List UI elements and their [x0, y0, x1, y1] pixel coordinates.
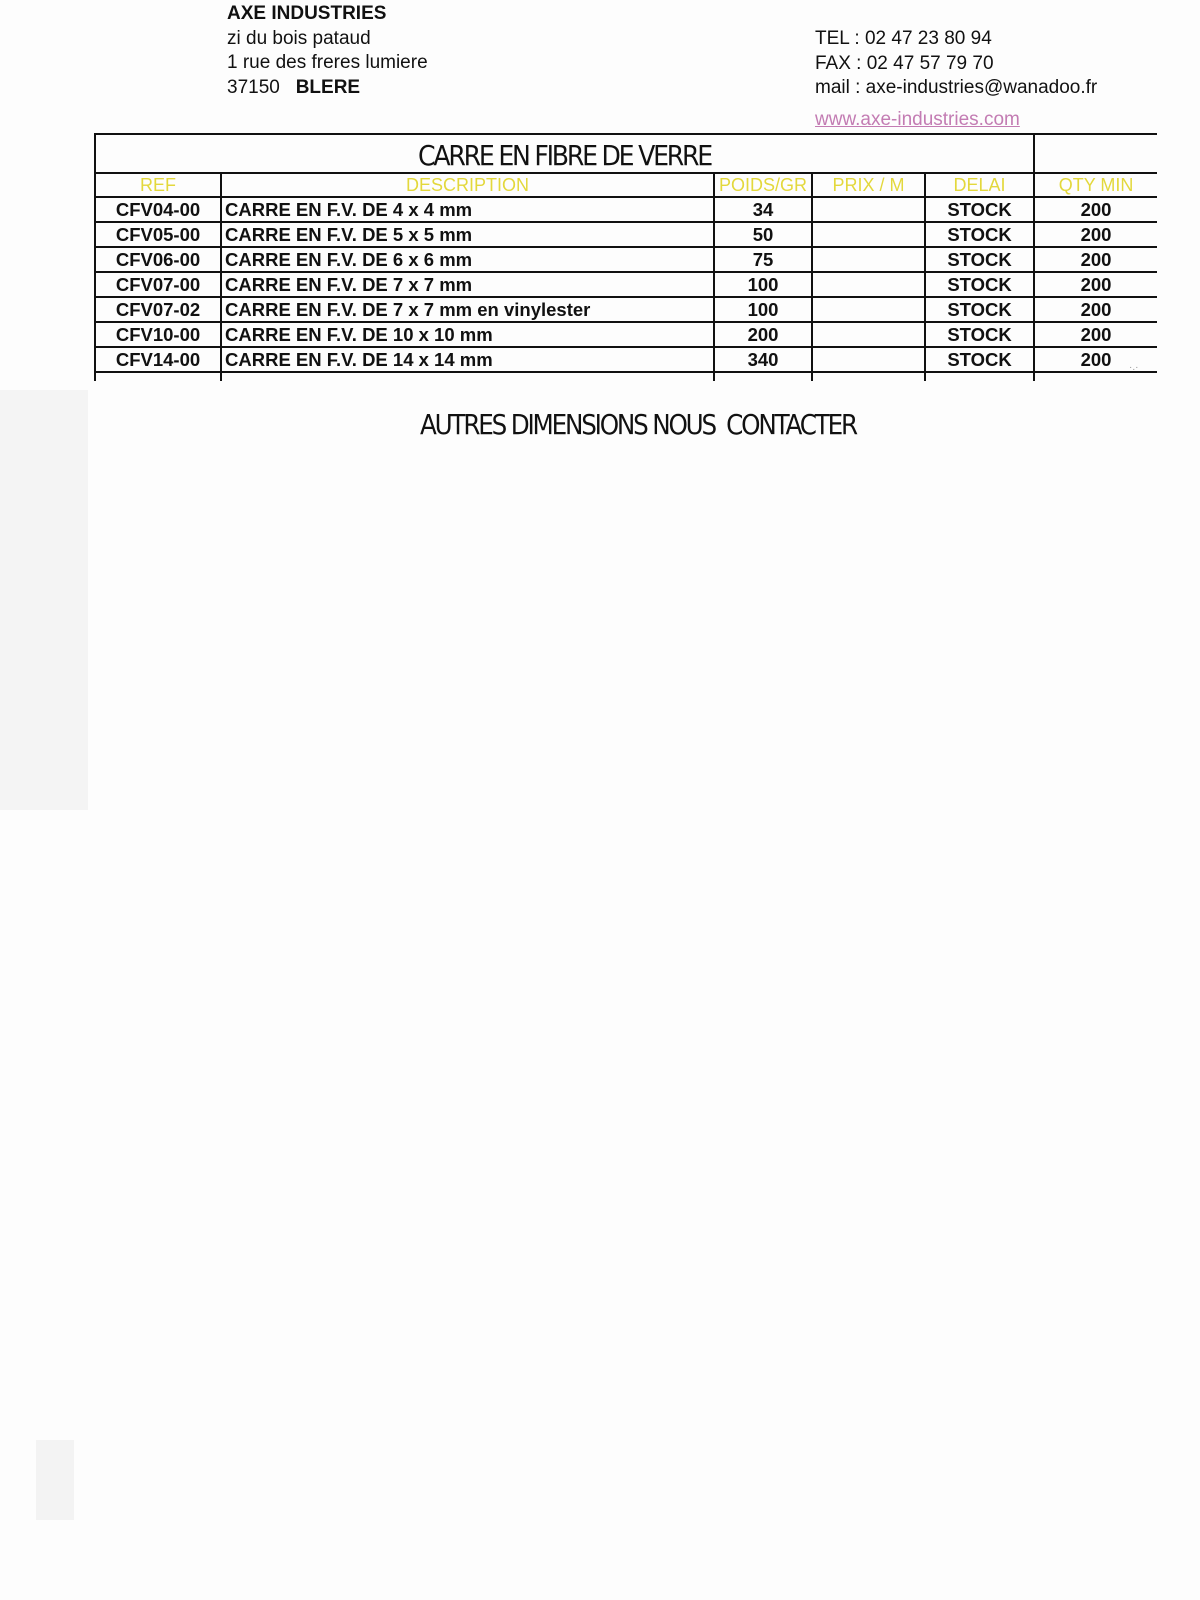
cell-prix [812, 272, 925, 297]
cell-prix [812, 222, 925, 247]
scan-speck: ·.· [1129, 362, 1139, 373]
cell-ref: CFV07-02 [95, 297, 221, 322]
table-row [95, 272, 1157, 297]
table-header-row [95, 173, 1157, 197]
cell-qty: 200 [1034, 247, 1157, 272]
table-row [95, 347, 1157, 372]
mail: mail : axe-industries@wanadoo.fr [815, 77, 1098, 98]
empty-cell [1034, 372, 1157, 381]
header-poids: POIDS/GR [714, 173, 812, 197]
cell-prix [812, 347, 925, 372]
cell-description: CARRE EN F.V. DE 7 x 7 mm en vinylester [221, 297, 714, 322]
cell-poids: 34 [714, 197, 812, 222]
company-name: AXE INDUSTRIES [227, 3, 387, 24]
table-row [95, 247, 1157, 272]
table-row [95, 197, 1157, 222]
table-title-empty-cell [1034, 134, 1157, 173]
website-link[interactable]: www.axe-industries.com [815, 109, 1020, 130]
cell-description: CARRE EN F.V. DE 7 x 7 mm [221, 272, 714, 297]
table-row-cutoff [95, 372, 1157, 381]
cell-poids: 100 [714, 297, 812, 322]
cell-prix [812, 322, 925, 347]
table-title: CARRE EN FIBRE DE VERRE [142, 134, 987, 173]
header-delai: DELAI [925, 173, 1034, 197]
cell-ref: CFV05-00 [95, 222, 221, 247]
cell-delai: STOCK [925, 297, 1034, 322]
empty-cell [925, 372, 1034, 381]
cell-description: CARRE EN F.V. DE 14 x 14 mm [221, 347, 714, 372]
cell-poids: 75 [714, 247, 812, 272]
cell-poids: 50 [714, 222, 812, 247]
cell-description: CARRE EN F.V. DE 10 x 10 mm [221, 322, 714, 347]
company-block [227, 2, 428, 100]
header-qty-min: QTY MIN [1034, 173, 1157, 197]
tel: TEL : 02 47 23 80 94 [815, 28, 992, 49]
postcode: 37150 [227, 76, 280, 98]
table-row [95, 322, 1157, 347]
cell-delai: STOCK [925, 247, 1034, 272]
cell-ref: CFV07-00 [95, 272, 221, 297]
cell-poids: 200 [714, 322, 812, 347]
table-row [95, 297, 1157, 322]
cell-prix [812, 297, 925, 322]
address-line-3 [227, 76, 428, 101]
cell-qty: 200 [1034, 197, 1157, 222]
cell-poids: 100 [714, 272, 812, 297]
header-description: DESCRIPTION [221, 173, 714, 197]
cell-ref: CFV14-00 [95, 347, 221, 372]
empty-cell [95, 372, 221, 381]
cell-prix [812, 247, 925, 272]
header-ref: REF [95, 173, 221, 197]
contact-block [815, 27, 1097, 101]
price-table [94, 133, 1157, 381]
empty-cell [812, 372, 925, 381]
cell-poids: 340 [714, 347, 812, 372]
cell-ref: CFV06-00 [95, 247, 221, 272]
cell-delai: STOCK [925, 322, 1034, 347]
price-table-wrapper [94, 133, 1157, 381]
cell-delai: STOCK [925, 222, 1034, 247]
cell-prix [812, 197, 925, 222]
cell-qty: 200 [1034, 297, 1157, 322]
city: BLERE [295, 76, 361, 98]
footnote: AUTRES DIMENSIONS NOUS CONTACTER [420, 408, 856, 441]
fax: FAX : 02 47 57 79 70 [815, 52, 994, 74]
cell-delai: STOCK [925, 197, 1034, 222]
table-body [95, 134, 1157, 381]
empty-cell [714, 372, 812, 381]
cell-description: CARRE EN F.V. DE 6 x 6 mm [221, 247, 714, 272]
scan-shadow [0, 390, 88, 810]
address-line-1: zi du bois pataud [227, 27, 371, 49]
cell-description: CARRE EN F.V. DE 5 x 5 mm [221, 222, 714, 247]
cell-ref: CFV10-00 [95, 322, 221, 347]
cell-description: CARRE EN F.V. DE 4 x 4 mm [221, 197, 714, 222]
cell-qty: 200 [1034, 272, 1157, 297]
scan-shadow [36, 1440, 74, 1520]
cell-delai: STOCK [925, 272, 1034, 297]
cell-qty: 200 [1034, 222, 1157, 247]
cell-ref: CFV04-00 [95, 197, 221, 222]
cell-qty: 200 [1034, 347, 1157, 372]
empty-cell [221, 372, 714, 381]
cell-qty: 200 [1034, 322, 1157, 347]
cell-delai: STOCK [925, 347, 1034, 372]
address-line-2: 1 rue des freres lumiere [227, 52, 428, 73]
header-prix: PRIX / M [812, 173, 925, 197]
table-title-row [95, 134, 1157, 173]
table-row [95, 222, 1157, 247]
